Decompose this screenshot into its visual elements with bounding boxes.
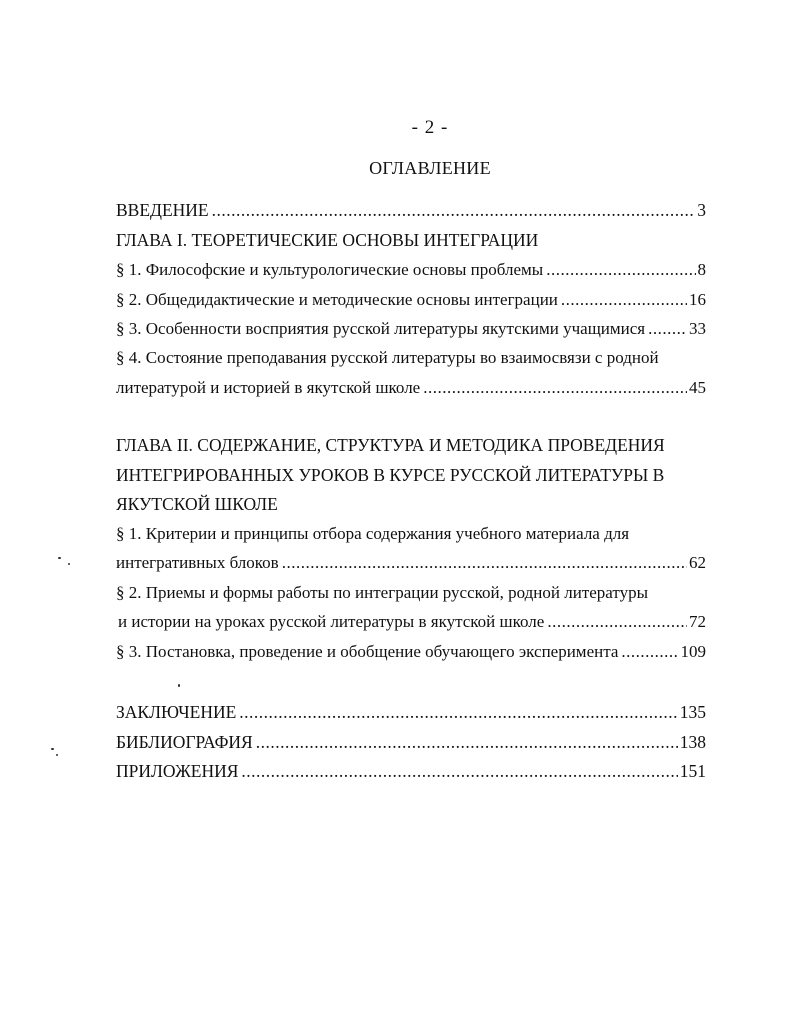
leader-dots (256, 730, 678, 754)
toc-entry-ch1-s1[interactable] (116, 258, 706, 282)
chapter-2-title-line2[interactable]: ИНТЕГРИРОВАННЫХ УРОКОВ В КУРСЕ РУССКОЙ ЛИТЕРАТУРЫ В (116, 465, 665, 485)
toc-entry-page: 16 (689, 290, 706, 309)
page-number: - 2 - (411, 117, 449, 138)
toc-entry-ch2-s3[interactable] (116, 640, 706, 664)
leader-dots (561, 288, 687, 312)
toc-entry-label: § 2. Общедидактические и методические основы интеграции (116, 290, 558, 309)
toc-entry-label: ПРИЛОЖЕНИЯ (116, 761, 239, 781)
toc-entry-label: § 1. Философские и культурологические основы проблемы (116, 260, 544, 279)
toc-entry-bibliography[interactable] (116, 730, 706, 754)
leader-dots (212, 198, 696, 222)
scan-speck (51, 748, 54, 750)
leader-dots (241, 759, 677, 783)
toc-entry-ch1-s4-line1[interactable]: § 4. Состояние преподавания русской литературы во взаимосвязи с родной (116, 348, 659, 367)
toc-entry-page: 109 (680, 642, 706, 661)
toc-entry-intro[interactable] (116, 198, 706, 222)
leader-dots (648, 317, 687, 341)
toc-entry-label: БИБЛИОГРАФИЯ (116, 732, 253, 752)
leader-dots (621, 640, 678, 664)
toc-entry-label: литературой и историей в якутской школе (116, 378, 421, 397)
scan-speck (56, 754, 58, 756)
toc-entry-ch2-s1[interactable] (116, 551, 706, 575)
leader-dots (282, 551, 687, 575)
toc-entry-label: § 3. Особенности восприятия русской литературы якутскими учащимися (116, 319, 646, 338)
toc-entry-ch1-s2[interactable] (116, 288, 706, 312)
scan-speck (178, 684, 180, 687)
leader-dots (423, 376, 687, 400)
scan-speck (68, 563, 70, 565)
toc-entry-page: 72 (689, 612, 706, 631)
toc-entry-page: 33 (689, 319, 706, 338)
toc-entry-appendices[interactable] (116, 759, 706, 783)
toc-entry-ch1-s3[interactable] (116, 317, 706, 341)
toc-entry-page: 3 (697, 200, 706, 220)
toc-entry-ch2-s1-line1[interactable]: § 1. Критерии и принципы отбора содержания учебного материала для (116, 524, 630, 543)
toc-entry-page: 8 (697, 260, 706, 279)
scan-speck (58, 557, 61, 559)
toc-entry-label: § 3. Постановка, проведение и обобщение обучающего эксперимента (116, 642, 619, 661)
toc-entry-ch1-s4[interactable] (116, 376, 706, 400)
toc-entry-page: 62 (689, 553, 706, 572)
toc-entry-page: 138 (679, 732, 706, 752)
toc-title: ОГЛАВЛЕНИЕ (369, 158, 491, 178)
toc-entry-label: ВВЕДЕНИЕ (116, 200, 209, 220)
chapter-2-title-line1[interactable]: ГЛАВА II. СОДЕРЖАНИЕ, СТРУКТУРА И МЕТОДИКА ПРОВЕДЕНИЯ (116, 435, 665, 455)
toc-entry-ch2-s2-line1[interactable]: § 2. Приемы и формы работы по интеграции русской, родной литературы (116, 583, 649, 602)
chapter-1-title[interactable]: ГЛАВА I. ТЕОРЕТИЧЕСКИЕ ОСНОВЫ ИНТЕГРАЦИИ (116, 230, 539, 250)
toc-entry-conclusion[interactable] (116, 700, 706, 724)
leader-dots (239, 700, 677, 724)
leader-dots (546, 258, 695, 282)
toc-entry-label: ЗАКЛЮЧЕНИЕ (116, 702, 237, 722)
chapter-2-title-line3[interactable]: ЯКУТСКОЙ ШКОЛЕ (116, 494, 278, 514)
toc-entry-page: 135 (679, 702, 706, 722)
leader-dots (547, 610, 687, 634)
toc-entry-page: 151 (679, 761, 706, 781)
toc-entry-label: интегративных блоков (116, 553, 279, 572)
toc-entry-label: и истории на уроках русской литературы в якутской школе (118, 612, 545, 631)
toc-entry-ch2-s2[interactable] (118, 610, 706, 634)
toc-entry-page: 45 (689, 378, 706, 397)
